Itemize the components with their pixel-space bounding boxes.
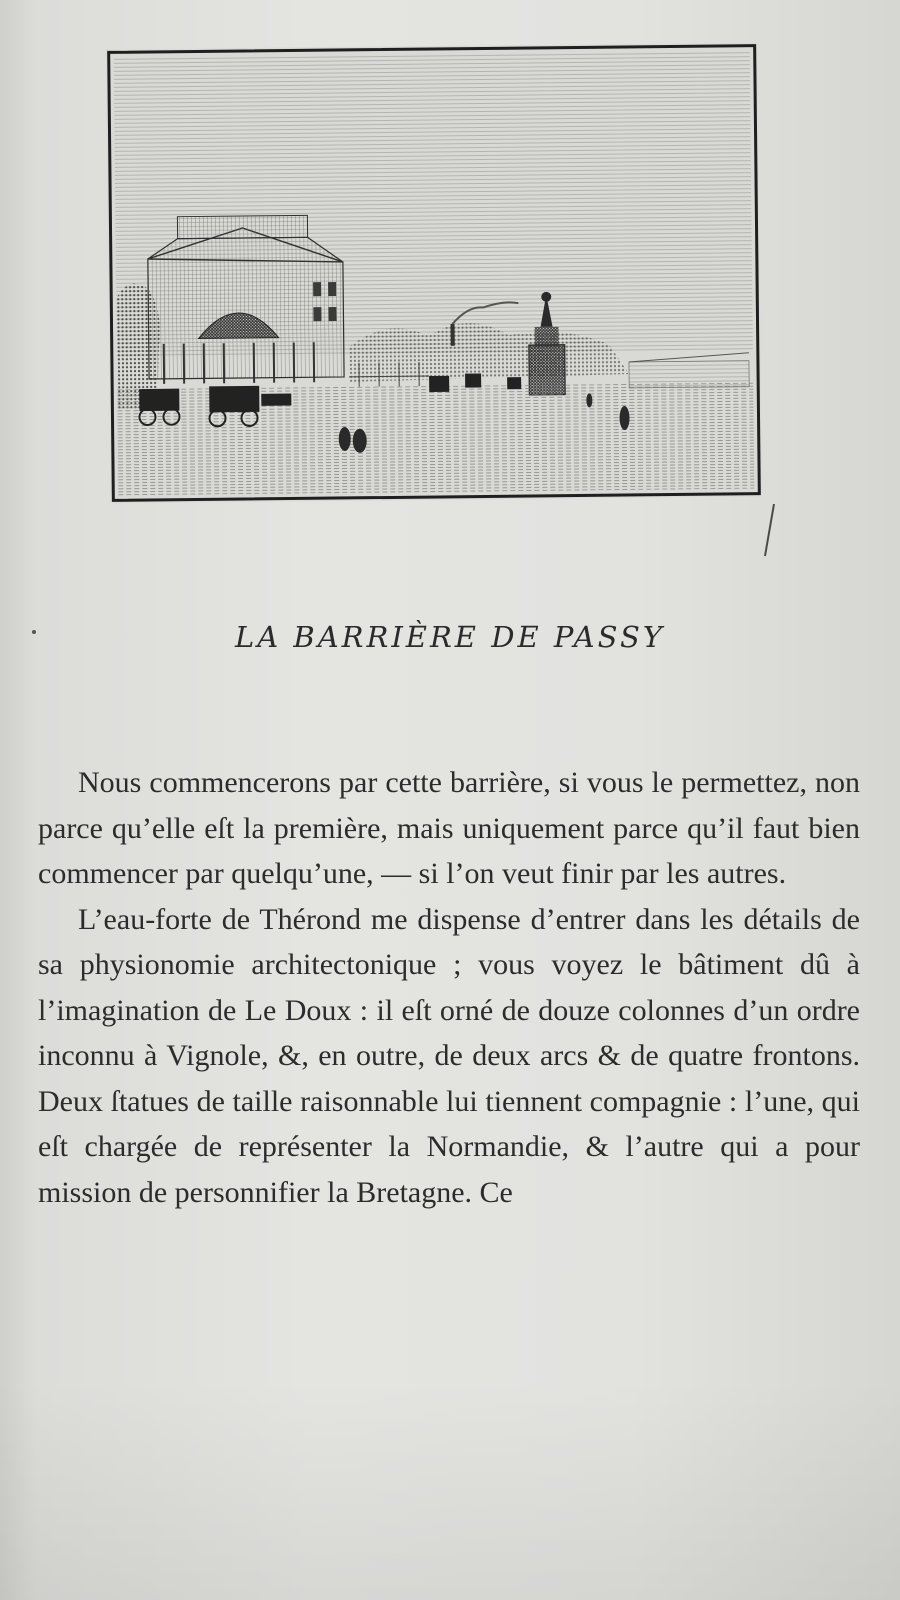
paragraph-2: L’eau-forte de Thérond me dispense d’entrer dans les détails de sa physionomie architectonique ; vous voyez le bâtiment dû à l’imagination de Le Doux : il eſt orné de douze colonnes d’un ordre inconnu à Vignole, &, en outre, de deux arcs & de quatre frontons. Deux ſtatues de taille raisonnable lui tiennent compagnie : l’une, qui eſt chargée de représenter la Normandie, & l’autre qui a pour mission de personnifier la Bretagne. Ce [38,902,860,1209]
chapter-title: LA BARRIÈRE DE PASSY [235,620,665,654]
paragraph-1: Nous commencerons par cette barrière, si vous le permettez, non parce qu’elle eſt la première, mais uniquement parce qu’il faut bien commencer par quelqu’une, — si l’on veut finir par les autres. [38,766,860,890]
body-text [38,760,860,1215]
engraving-illustration [106,43,763,504]
engraving-image [106,43,763,504]
page-shadow [0,1380,900,1600]
pencil-mark [760,500,780,560]
